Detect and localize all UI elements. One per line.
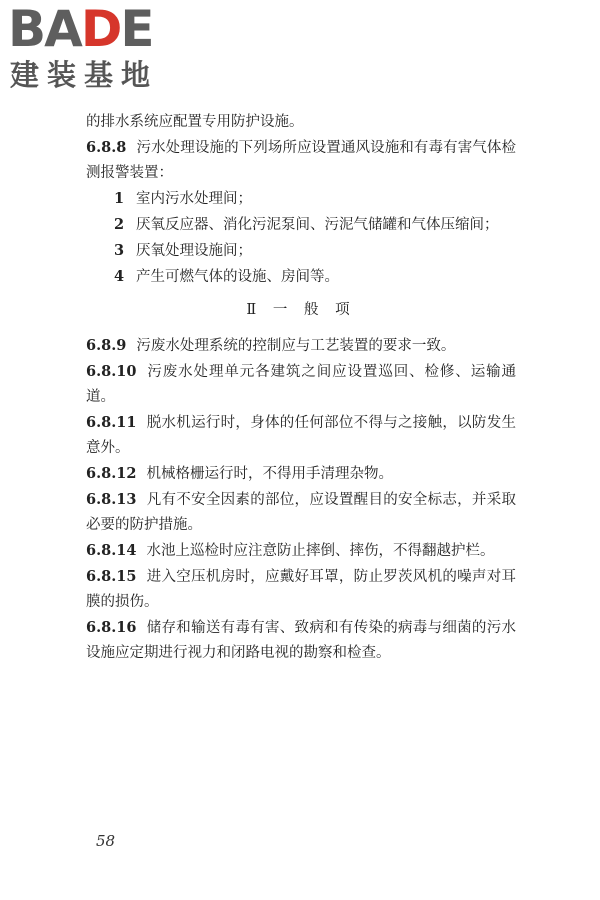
list-item	[86, 264, 516, 290]
clause-6-8-11	[86, 410, 516, 461]
clause-text: 储存和输送有毒有害、致病和有传染的病毒与细菌的污水设施应定期进行视力和闭路电视的勘察和检查。	[86, 620, 516, 661]
clause-text: 污水处理设施的下列场所应设置通风设施和有毒有害气体检测报警装置：	[86, 140, 516, 181]
clause-text: 污废水处理单元各建筑之间应设置巡回、检修、运输通道。	[86, 364, 516, 405]
clause-6-8-16	[86, 615, 516, 666]
list-item	[86, 186, 516, 212]
clause-text: 凡有不安全因素的部位，应设置醒目的安全标志，并采取必要的防护措施。	[86, 492, 516, 533]
clause-6-8-8-items	[86, 186, 516, 290]
clause-text: 脱水机运行时，身体的任何部位不得与之接触，以防发生意外。	[86, 415, 516, 456]
section-heading: Ⅱ 一 般 项	[246, 302, 356, 318]
clause-6-8-14	[86, 538, 516, 564]
clause-number: 6.8.12	[86, 465, 137, 482]
clause-6-8-8	[86, 135, 516, 186]
logo-wordmark-accent: D	[80, 0, 121, 58]
clause-number: 6.8.13	[86, 491, 137, 508]
list-item-number: 2	[114, 216, 125, 233]
clause-number: 6.8.15	[86, 568, 137, 585]
clause-number: 6.8.10	[86, 363, 137, 380]
page-number: 58	[96, 832, 116, 850]
clause-6-8-15	[86, 564, 516, 615]
list-item-number: 1	[114, 190, 125, 207]
clause-6-8-9	[86, 333, 516, 359]
document-body	[86, 110, 516, 666]
clause-text: 机械格栅运行时，不得用手清理杂物。	[146, 466, 393, 482]
list-item-text: 产生可燃气体的设施、房间等。	[136, 269, 339, 285]
brand-logo	[8, 2, 183, 97]
clause-text: 进入空压机房时，应戴好耳罩，防止罗茨风机的噪声对耳膜的损伤。	[86, 569, 516, 610]
clause-6-8-12	[86, 461, 516, 487]
clause-6-8-13	[86, 487, 516, 538]
continuation-text: 的排水系统应配置专用防护设施。	[86, 114, 304, 130]
list-item	[86, 212, 516, 238]
logo-wordmark-part1: BA	[8, 0, 81, 58]
list-item-text: 厌氧反应器、消化污泥泵间、污泥气储罐和气体压缩间；	[136, 217, 499, 233]
clause-number: 6.8.14	[86, 542, 137, 559]
clause-number: 6.8.16	[86, 619, 137, 636]
list-item-number: 3	[114, 242, 125, 259]
logo-wordmark-part2: E	[120, 0, 153, 58]
clause-number: 6.8.8	[86, 139, 127, 156]
clause-number: 6.8.9	[86, 337, 127, 354]
logo-wordmark	[8, 2, 152, 56]
list-item-text: 厌氧处理设施间；	[136, 243, 252, 259]
clause-6-8-10	[86, 359, 516, 410]
clause-text: 水池上巡检时应注意防止摔倒、摔伤，不得翻越护栏。	[146, 543, 495, 559]
clause-number: 6.8.11	[86, 414, 137, 431]
list-item-number: 4	[114, 268, 125, 285]
list-item-text: 室内污水处理间；	[136, 191, 252, 207]
logo-subtitle: 建装基地	[10, 58, 159, 92]
clause-text: 污废水处理系统的控制应与工艺装置的要求一致。	[136, 338, 456, 354]
list-item	[86, 238, 516, 264]
